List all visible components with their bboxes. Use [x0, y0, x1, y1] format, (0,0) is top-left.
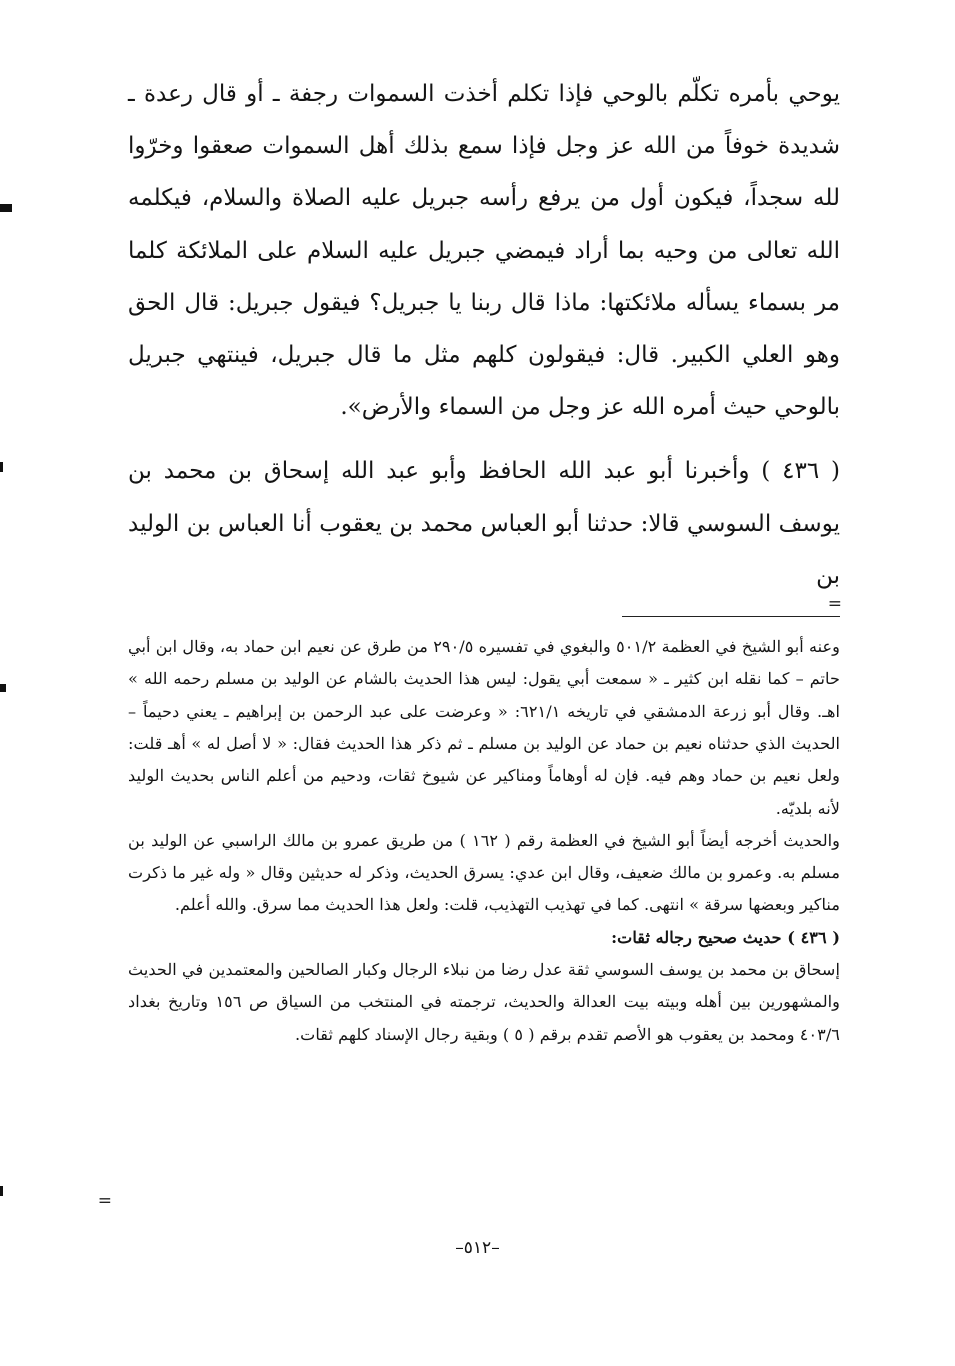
footnote-paragraph-3: إسحاق بن محمد بن يوسف السوسي ثقة عدل رضا من نبلاء الرجال وكبار الصالحين والمعتمدين في الحديث والمشهورين بين أهله وبيته بيت العدالة والحديث، ترجمته في المنتخب من السياق ص ١٥٦ وتاريخ بغداد ٤٠٣/٦ ومحمد بن يعقوب هو الأصم تقدم برقم ( ٥ ) وبقية رجال الإسناد كلهم ثقات. — [128, 960, 840, 1044]
main-text — [128, 68, 840, 602]
footnote-continuation-mark-bottom: = — [97, 1191, 112, 1211]
footnote-heading-436: ( ٤٣٦ ) حديث صحيح رجاله ثقات: — [611, 927, 840, 947]
main-paragraph-hadith-436: ( ٤٣٦ ) وأخبرنا أبو عبد الله الحافظ وأبو عبد الله إسحاق بن محمد بن يوسف السوسي قالا: حدثنا أبو العباس محمد بن يعقوب أنا العباس بن الوليد بن — [128, 458, 840, 589]
footnotes — [128, 631, 840, 1051]
footnote-paragraph-1: وعنه أبو الشيخ في العظمة ٥٠١/٢ والبغوي في تفسيره ٢٩٠/٥ من طرق عن نعيم ابن حماد به، وقال ابن أبي حاتم – كما نقله ابن كثير ـ « سمعت أبي يقول: ليس هذا الحديث بالشام عن الوليد بن مسلم رحمه الله » اهـ. وقال أبو زرعة الدمشقي في تاريخه ٦٢١/١: « وعرضت على عبد الرحمن بن إبراهيم ـ يعني دحيماً – الحديث الذي حدثناه نعيم بن حماد عن الوليد بن مسلم ـ ثم ذكر هذا الحديث فقال: « لا أصل له » أهـ قلت: ولعل نعيم بن حماد وهم فيه. فإن له أوهاماً ومناكير عن شيوخ ثقات، ودحيم من أعلم الناس بحديث الوليد لأنه بلديّه. — [128, 637, 841, 818]
footnote-continuation-mark-top: = — [827, 594, 842, 614]
footnote-paragraph-2: والحديث أخرجه أيضاً أبو الشيخ في العظمة رقم ( ١٦٢ ) من طريق عمرو بن مالك الراسبي عن الوليد بن مسلم به. وعمرو بن مالك ضعيف، وقال ابن عدي: يسرق الحديث، وذكر له حديثين وقال « وله غير ما ذكرت مناكير وبعضها سرقة » انتهى. كما في تهذيب التهذيب، قلت: ولعل هذا الحديث مما سرق. والله أعلم. — [128, 830, 840, 915]
footnote-separator — [622, 616, 840, 617]
scan-margin-mark — [0, 462, 3, 472]
page-body — [128, 68, 840, 1051]
scan-margin-mark — [0, 1186, 3, 1196]
scan-margin-mark — [0, 204, 12, 212]
main-paragraph-hadith-continuation: يوحي بأمره تكلّم بالوحي فإذا تكلم أخذت السموات رجفة ـ أو قال رعدة ـ شديدة خوفاً من الله عز وجل فإذا سمع بذلك أهل السموات صعقوا وخرّوا لله سجداً، فيكون أول من يرفع رأسه جبريل عليه الصلاة والسلام، فيكلمه الله تعالى من وحيه بما أراد فيمضي جبريل عليه السلام على الملائكة كلما مر بسماء يسأله ملائكتها: ماذا قال ربنا يا جبريل؟ فيقول جبريل: قال الحق وهو العلي الكبير. قال: فيقولون كلهم مثل ما قال جبريل، فينتهي جبريل بالوحي حيث أمره الله عز وجل من السماء والأرض». — [128, 81, 840, 421]
page-number: –٥١٢– — [455, 1238, 500, 1258]
scan-margin-mark — [0, 684, 6, 692]
